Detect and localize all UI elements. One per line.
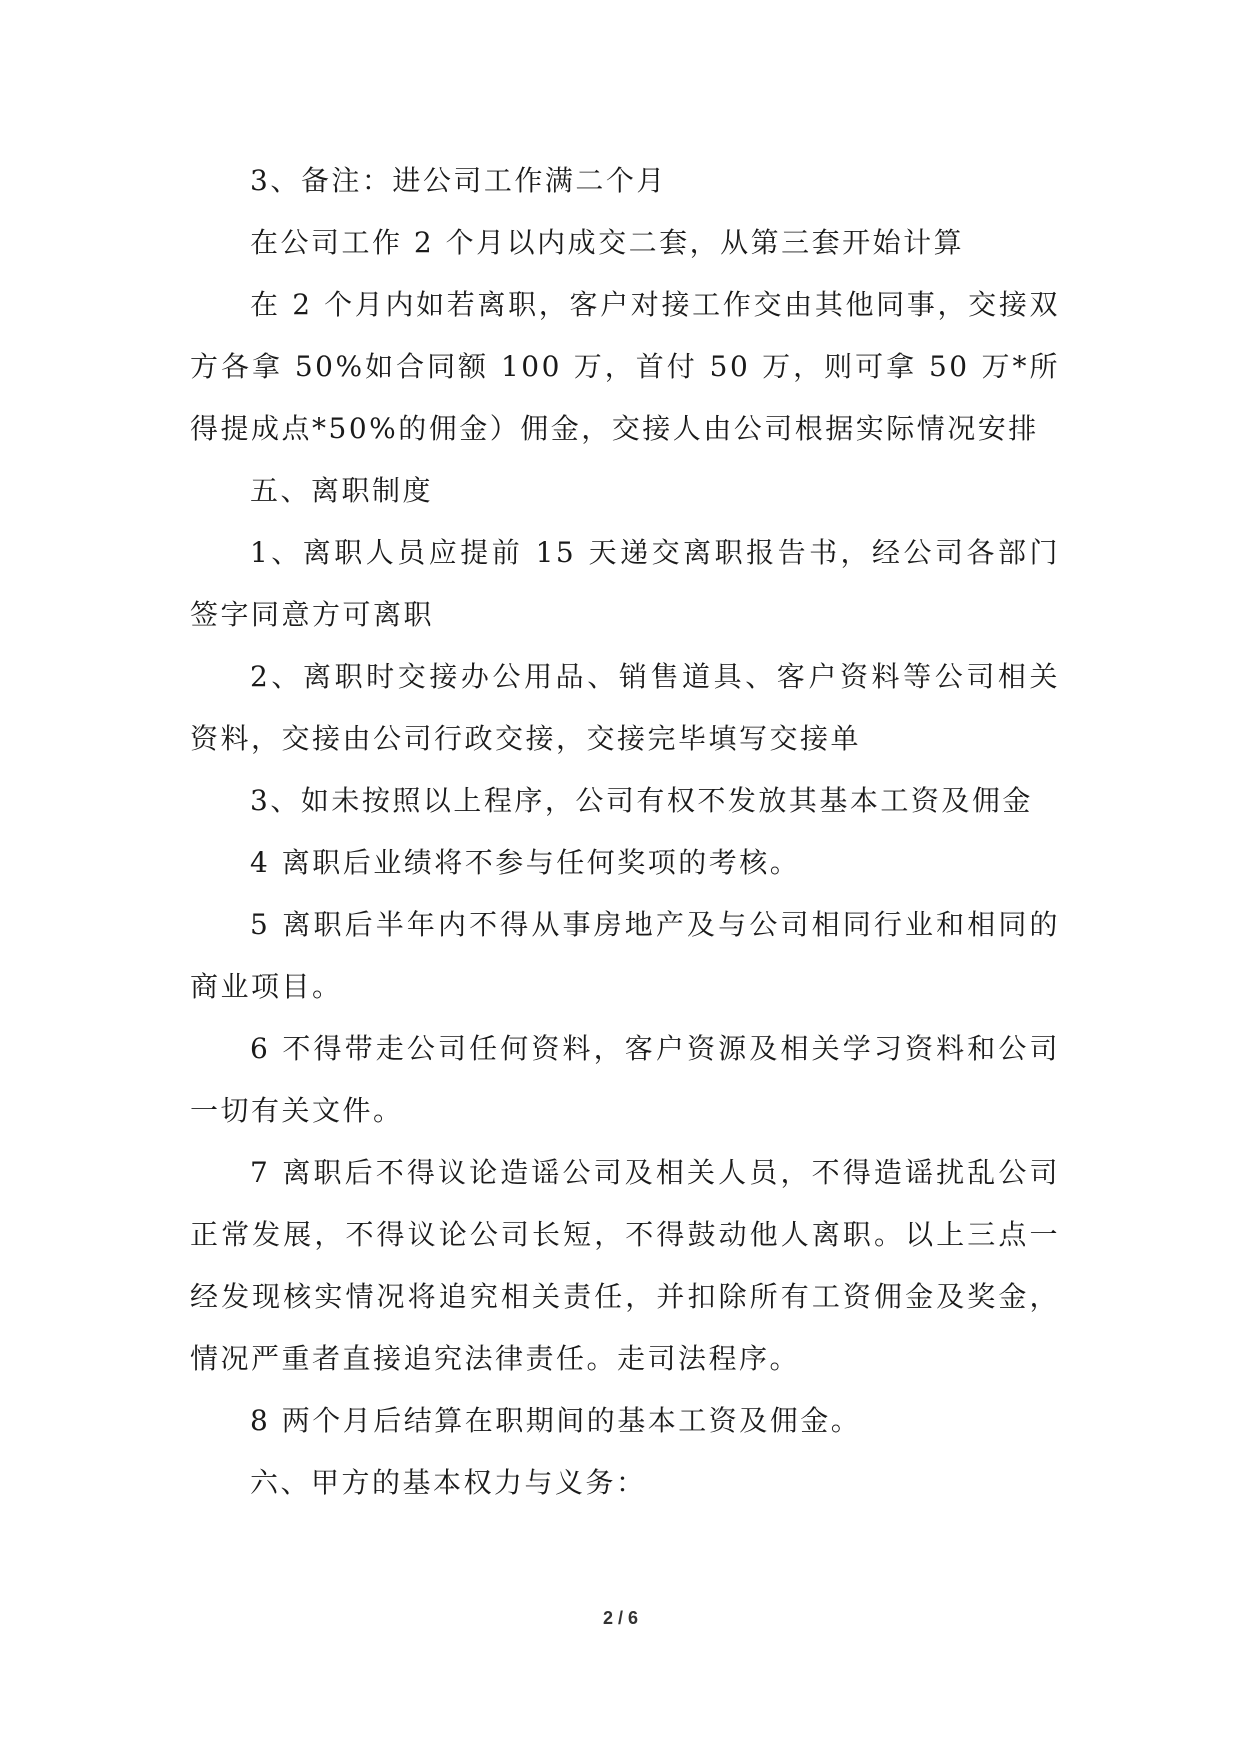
paragraph-resign-handover: 在 2 个月内如若离职，客户对接工作交由其他同事，交接双方各拿 50%如合同额 100 万，首付 50 万，则可拿 50 万*所得提成点*50%的佣金）佣金，交接人由公司根据实际情况安排 bbox=[190, 288, 1060, 445]
page-number: 2 / 6 bbox=[602, 1608, 639, 1628]
paragraph-resign-rule-3: 3、如未按照以上程序，公司有权不发放其基本工资及佣金 bbox=[250, 784, 1033, 817]
paragraph-resign-rule-8: 8 两个月后结算在职期间的基本工资及佣金。 bbox=[250, 1404, 862, 1437]
paragraph-resign-rule-7: 7 离职后不得议论造谣公司及相关人员，不得造谣扰乱公司正常发展，不得议论公司长短，不得鼓动他人离职。以上三点一经发现核实情况将追究相关责任，并扣除所有工资佣金及奖金，情况严重者直接追究法律责任。走司法程序。 bbox=[190, 1156, 1060, 1375]
section-heading-party-a-rights: 六、甲方的基本权力与义务： bbox=[250, 1466, 647, 1499]
paragraph-resign-rule-4: 4 离职后业绩将不参与任何奖项的考核。 bbox=[250, 846, 801, 879]
document-body bbox=[190, 150, 1060, 1514]
paragraph-resign-rule-5: 5 离职后半年内不得从事房地产及与公司相同行业和相同的商业项目。 bbox=[190, 908, 1060, 1003]
paragraph-resign-rule-1: 1、离职人员应提前 15 天递交离职报告书，经公司各部门签字同意方可离职 bbox=[190, 536, 1060, 631]
paragraph-resign-rule-6: 6 不得带走公司任何资料，客户资源及相关学习资料和公司一切有关文件。 bbox=[190, 1032, 1060, 1127]
paragraph-resign-rule-2: 2、离职时交接办公用品、销售道具、客户资料等公司相关资料，交接由公司行政交接，交接完毕填写交接单 bbox=[190, 660, 1060, 755]
paragraph-two-month-deals: 在公司工作 2 个月以内成交二套，从第三套开始计算 bbox=[250, 226, 965, 259]
section-heading-resignation: 五、离职制度 bbox=[250, 474, 434, 507]
paragraph-note-two-months: 3、备注：进公司工作满二个月 bbox=[250, 164, 667, 197]
